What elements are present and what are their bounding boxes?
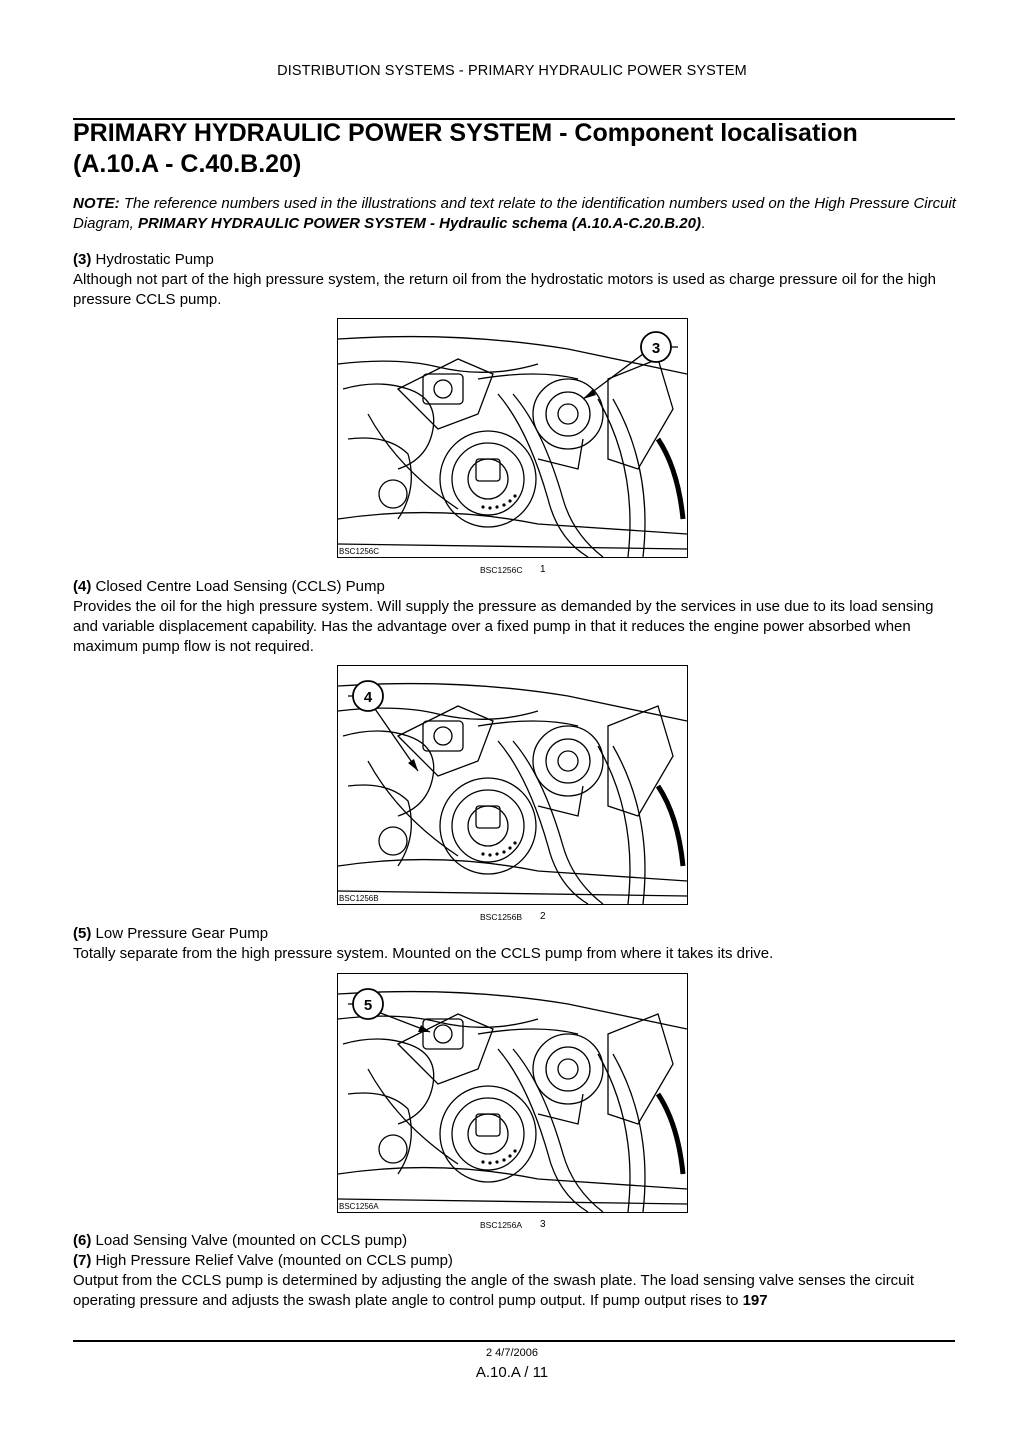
figure-1-caption-number: 1 — [540, 564, 546, 575]
section-number: (5) — [73, 925, 92, 942]
section-name: Low Pressure Gear Pump — [95, 925, 269, 942]
running-header: DISTRIBUTION SYSTEMS - PRIMARY HYDRAULIC POWER SYSTEM — [277, 63, 747, 79]
section-low-pressure-gear-pump — [73, 924, 958, 964]
section-name: High Pressure Relief Valve (mounted on CCLS pump) — [95, 1252, 453, 1269]
section-ccls-pump — [73, 577, 958, 657]
footer-date: 2 4/7/2006 — [486, 1347, 538, 1359]
engine-drawing-2 — [338, 666, 687, 904]
figure-1-illustration — [337, 318, 688, 558]
note-label: NOTE: — [73, 195, 120, 212]
figure-1-image-code: BSC1256C — [339, 547, 380, 556]
footer-page-number: A.10.A / 11 — [475, 1364, 549, 1381]
page-title-line2: (A.10.A - C.40.B.20) — [73, 150, 302, 178]
engine-drawing-1 — [338, 319, 687, 557]
figure-2-illustration — [337, 665, 688, 905]
note-text: The reference numbers used in the illustrations and text relate to the identification numbers used on the High Pressure Circuit Diagram, — [73, 195, 956, 232]
page-title-line1: PRIMARY HYDRAULIC POWER SYSTEM - Component localisation — [73, 119, 858, 147]
figure-2-caption-code: BSC1256B — [480, 912, 523, 922]
section-body-bold-end: 197 — [742, 1292, 768, 1309]
section-name: Closed Centre Load Sensing (CCLS) Pump — [95, 578, 385, 595]
figure-1-callout: 3 — [651, 340, 661, 357]
note-end: . — [700, 215, 706, 232]
footer-rule — [73, 1340, 955, 1342]
figure-3-caption-code: BSC1256A — [480, 1220, 523, 1230]
section-body: Although not part of the high pressure system, the return oil from the hydrostatic motors is used as charge pressure oil for the high pressure CCLS pump. — [73, 271, 936, 308]
section-number: (7) — [73, 1252, 92, 1269]
section-valves — [73, 1231, 958, 1311]
section-name: Load Sensing Valve (mounted on CCLS pump) — [95, 1232, 408, 1249]
figure-1-caption-code: BSC1256C — [480, 565, 523, 575]
section-name: Hydrostatic Pump — [95, 251, 214, 268]
note-paragraph — [73, 194, 958, 234]
figure-3-caption-number: 3 — [540, 1219, 546, 1230]
figure-3-image-code: BSC1256A — [339, 1202, 379, 1211]
section-hydrostatic-pump — [73, 250, 958, 310]
figure-2-callout: 4 — [363, 689, 373, 706]
section-body: Provides the oil for the high pressure system. Will supply the pressure as demanded by the services in use due to its load sensing and variable displacement capability. Has the advantage over a fixed pump in that it reduces the engine power absorbed when maximum pump flow is not required. — [73, 598, 934, 655]
page-title — [73, 118, 963, 180]
section-body: Totally separate from the high pressure system. Mounted on the CCLS pump from where it takes its drive. — [73, 945, 774, 962]
figure-3-callout: 5 — [363, 997, 373, 1014]
section-body: Output from the CCLS pump is determined by adjusting the angle of the swash plate. The load sensing valve senses the circuit operating pressure and adjusts the swash plate angle to control pump output. If pump output rises to — [73, 1272, 915, 1309]
engine-drawing-3 — [338, 974, 687, 1212]
figure-3-illustration — [337, 973, 688, 1213]
section-number: (4) — [73, 578, 92, 595]
note-reference: PRIMARY HYDRAULIC POWER SYSTEM - Hydraulic schema (A.10.A-C.20.B.20) — [138, 215, 701, 232]
section-number: (6) — [73, 1232, 92, 1249]
figure-2-caption-number: 2 — [540, 911, 546, 922]
figure-2-image-code: BSC1256B — [339, 894, 379, 903]
section-number: (3) — [73, 251, 92, 268]
